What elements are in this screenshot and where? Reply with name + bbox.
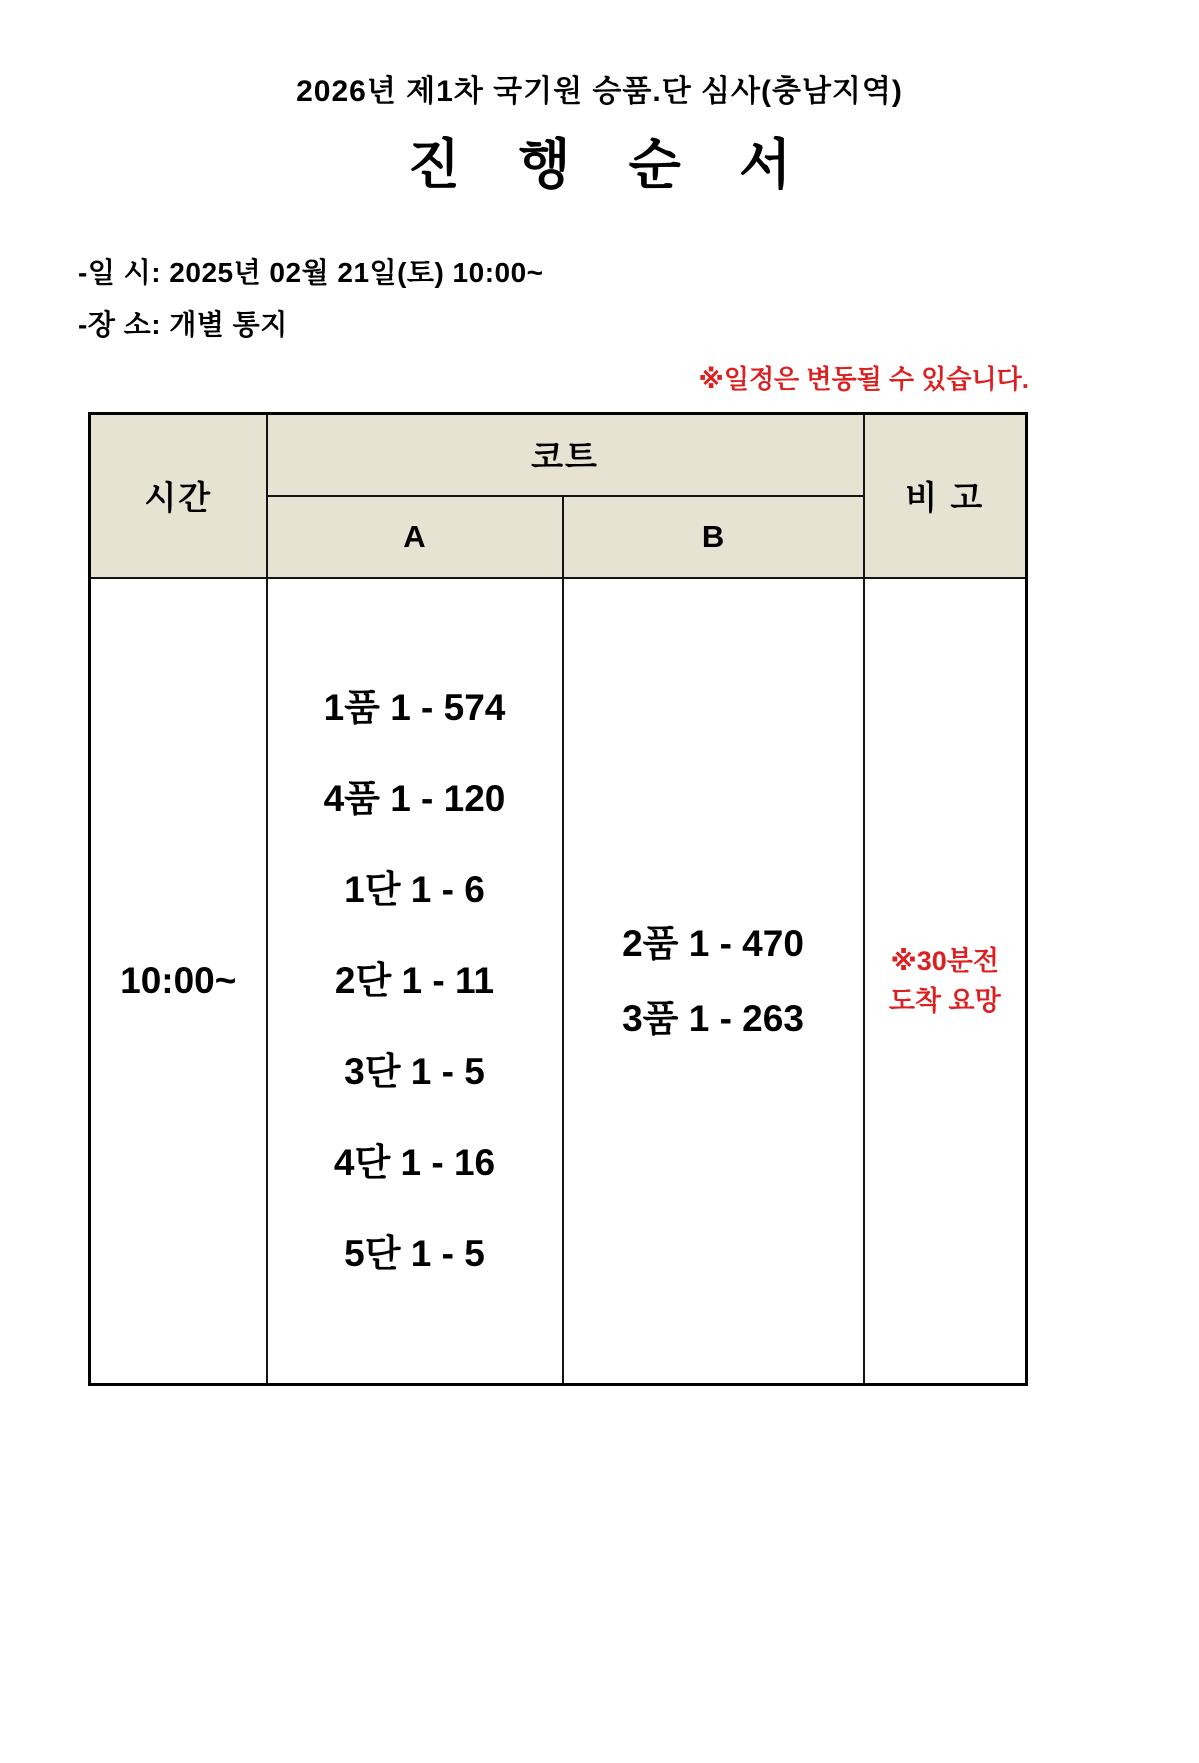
cell-court-b bbox=[563, 578, 864, 1385]
document-title: 진 행 순 서 bbox=[407, 135, 813, 195]
court-a-list bbox=[268, 662, 562, 1299]
header-remark: 비 고 bbox=[864, 414, 1027, 578]
court-a-item: 4단 1 - 16 bbox=[333, 1142, 496, 1184]
court-a-item: 2단 1 - 11 bbox=[334, 960, 495, 1002]
schedule-table bbox=[88, 412, 1028, 1386]
cell-time bbox=[90, 578, 267, 1385]
document-page bbox=[0, 66, 1199, 1763]
header-court-b: B bbox=[563, 496, 864, 578]
document-subtitle: 2026년 제1차 국기원 승품.단 심사(충남지역) bbox=[296, 75, 903, 108]
info-block bbox=[78, 247, 1199, 351]
court-b-list bbox=[564, 906, 863, 1056]
header-court: 코트 bbox=[267, 414, 864, 496]
arrival-notice bbox=[865, 941, 1026, 1021]
info-line-datetime: -일 시: 2025년 02월 21일(토) 10:00~ bbox=[78, 257, 544, 288]
cell-court-a bbox=[267, 578, 563, 1385]
header-court-a: A bbox=[267, 496, 563, 578]
table-row bbox=[90, 578, 1027, 1385]
arrival-notice-line: 도착 요망 bbox=[888, 985, 1001, 1016]
court-b-item: 3품 1 - 263 bbox=[622, 997, 804, 1039]
header-time: 시간 bbox=[90, 414, 267, 578]
court-a-item: 1단 1 - 6 bbox=[344, 869, 485, 911]
court-a-item: 3단 1 - 5 bbox=[344, 1051, 485, 1093]
time-value: 10:00~ bbox=[120, 959, 237, 1001]
court-a-item: 4품 1 - 120 bbox=[323, 778, 506, 820]
court-a-item: 1품 1 - 574 bbox=[323, 687, 506, 729]
schedule-change-notice: ※일정은 변동될 수 있습니다. bbox=[698, 364, 1029, 394]
cell-remark bbox=[864, 578, 1027, 1385]
court-a-item: 5단 1 - 5 bbox=[344, 1233, 485, 1275]
arrival-notice-line: ※30분전 bbox=[890, 945, 999, 976]
info-line-location: -장 소: 개별 통지 bbox=[78, 309, 288, 340]
court-b-item: 2품 1 - 470 bbox=[622, 922, 804, 964]
